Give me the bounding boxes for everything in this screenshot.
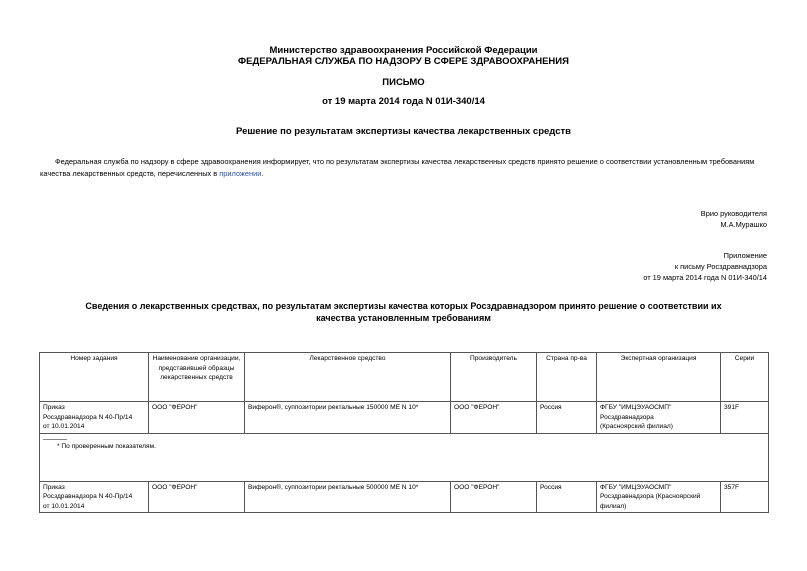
maker-cell: ООО "ФЕРОН"	[451, 481, 537, 513]
column-header: Наименование организации, представившей образцы лекарственных средств	[149, 353, 245, 402]
document-type: ПИСЬМО	[382, 77, 425, 88]
appendix-date: от 19 марта 2014 года N 01И-340/14	[643, 273, 767, 282]
footnote-cell	[40, 433, 769, 481]
column-header: Номер задания	[40, 353, 149, 402]
medicines-table	[39, 352, 769, 513]
country-cell: Россия	[537, 481, 597, 513]
column-header: Страна пр-ва	[537, 353, 597, 402]
signature-name: М.А.Мурашко	[720, 220, 767, 229]
maker-cell: ООО "ФЕРОН"	[451, 402, 537, 434]
appendix-title: Сведения о лекарственных средствах, по результатам экспертизы качества которых Росздравнадзором принято решение о соответствии их качества установленным требованиям	[85, 301, 722, 323]
appendix-letter-ref: к письму Росздравнадзора	[674, 262, 767, 271]
series-cell: 357F	[721, 481, 769, 513]
org-cell: ООО "ФЕРОН"	[149, 402, 245, 434]
body-paragraph	[40, 156, 767, 180]
drug-cell: Виферон®, суппозитории ректальные 150000 МЕ N 10*	[245, 402, 451, 434]
appendix-label: Приложение	[723, 251, 767, 260]
table-row	[40, 402, 769, 434]
body-text: Федеральная служба по надзору в сфере здравоохранения информирует, что по результатам экспертизы качества лекарственных средств принято решение о соответствии установленным требованиям качества лекарственных средств, перечисленных в	[40, 157, 755, 178]
expert-cell: ФГБУ "ИМЦЭУАОСМП" Росздравнадзора (Красноярский филиал)	[597, 481, 721, 513]
signature-position: Врио руководителя	[700, 209, 767, 218]
document-title: Решение по результатам экспертизы качества лекарственных средств	[236, 126, 571, 137]
footnote-text: * По проверенным показателям.	[57, 442, 156, 450]
country-cell: Россия	[537, 402, 597, 434]
org-cell: ООО "ФЕРОН"	[149, 481, 245, 513]
body-text-end: .	[261, 169, 264, 178]
table-row	[40, 481, 769, 513]
expert-cell: ФГБУ "ИМЦЭУАОСМП" Росздравнадзора (Красноярский филиал)	[597, 402, 721, 434]
footnote-rule	[43, 439, 67, 440]
service-name: ФЕДЕРАЛЬНАЯ СЛУЖБА ПО НАДЗОРУ В СФЕРЕ ЗДРАВООХРАНЕНИЯ	[238, 56, 569, 67]
appendix-link[interactable]: приложении	[219, 169, 262, 178]
ministry-name: Министерство здравоохранения Российской Федерации	[269, 45, 538, 56]
drug-cell: Виферон®, суппозитории ректальные 500000 МЕ N 10*	[245, 481, 451, 513]
column-header: Лекарственное средство	[245, 353, 451, 402]
table-header-row	[40, 353, 769, 402]
order-cell: Приказ Росздравнадзора N 40-Пр/14 от 10.01.2014	[40, 481, 149, 513]
series-cell: 391F	[721, 402, 769, 434]
document-date: от 19 марта 2014 года N 01И-340/14	[322, 96, 485, 107]
order-cell: Приказ Росздравнадзора N 40-Пр/14 от 10.01.2014	[40, 402, 149, 434]
column-header: Экспертная организация	[597, 353, 721, 402]
column-header: Производитель	[451, 353, 537, 402]
footnote-row	[40, 433, 769, 481]
column-header: Серии	[721, 353, 769, 402]
